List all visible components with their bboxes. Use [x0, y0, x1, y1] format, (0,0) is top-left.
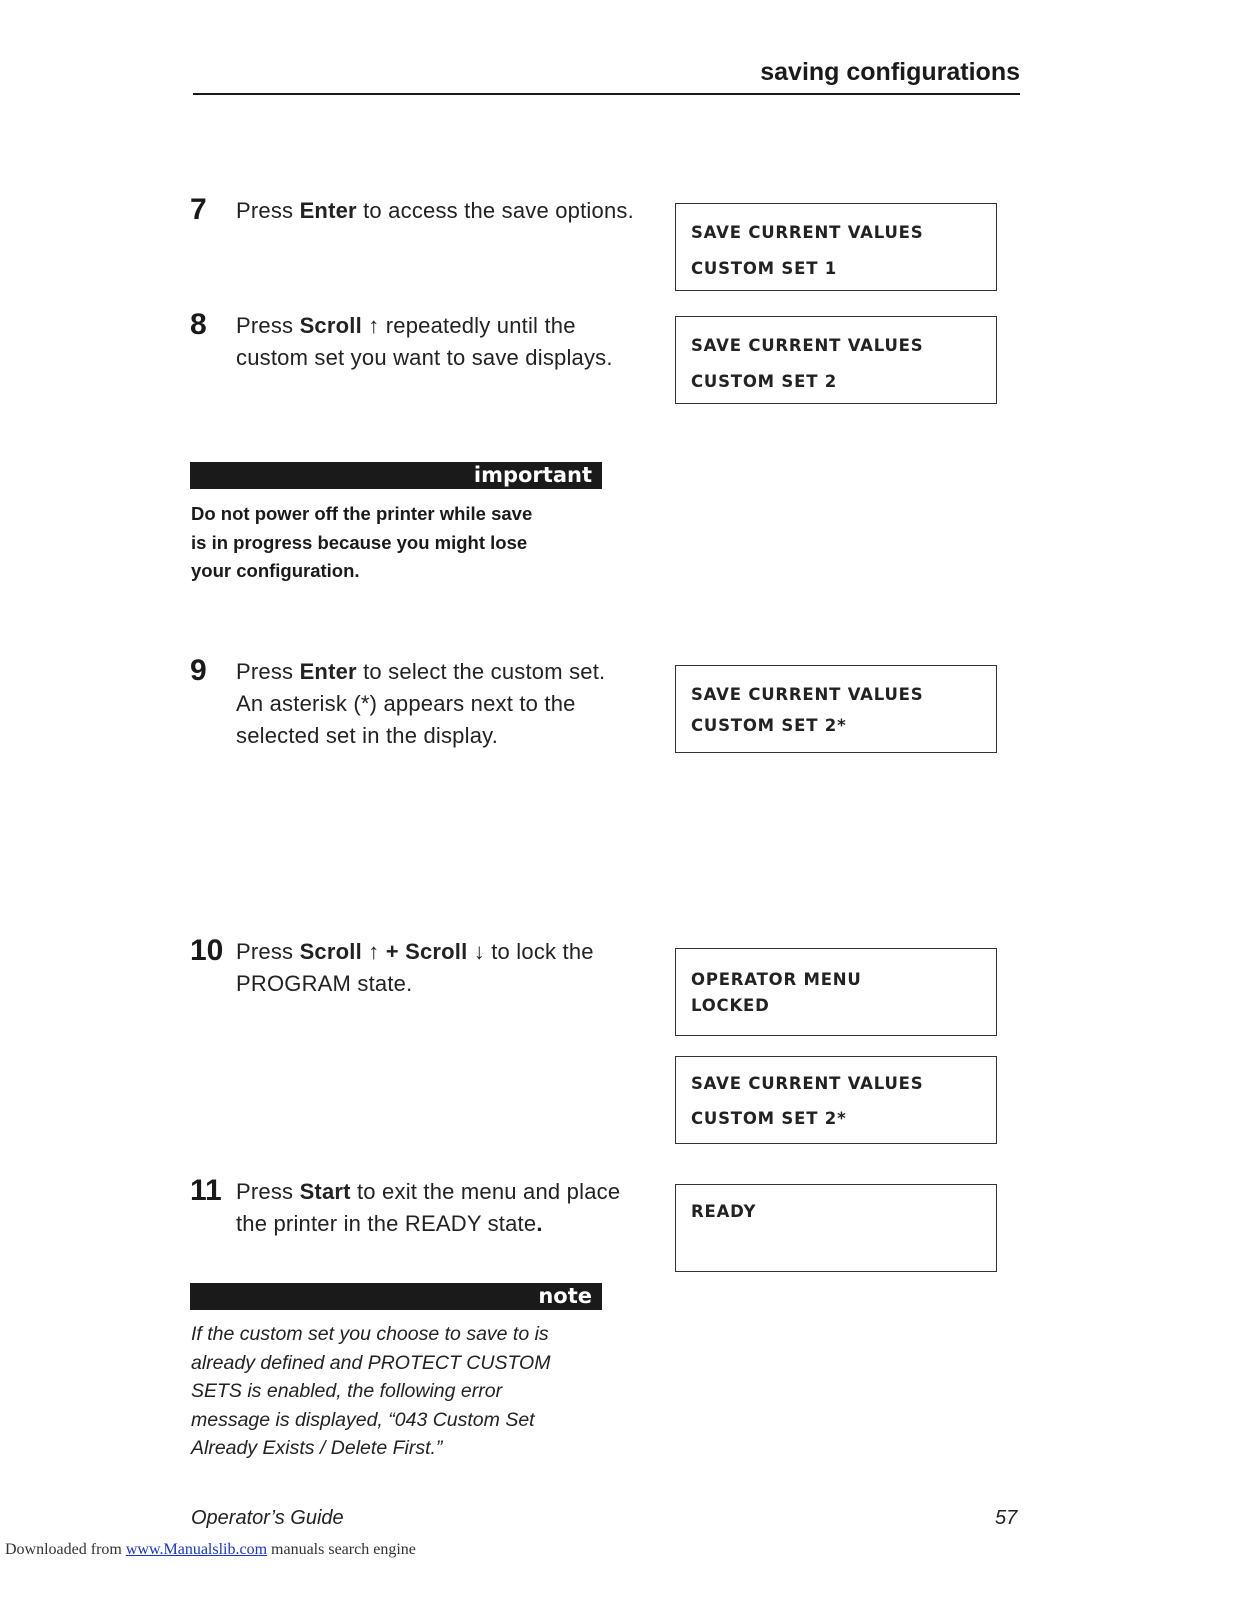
step-10-key: Scroll ↑ + Scroll ↓	[299, 939, 485, 964]
lcd-line-1: READY	[691, 1202, 757, 1221]
important-line: your configuration.	[191, 560, 360, 581]
step-11-post: to exit the menu and place	[350, 1179, 621, 1204]
step-number-10: 10	[190, 934, 224, 967]
step-8-text	[236, 310, 666, 374]
step-11-period: .	[536, 1211, 543, 1236]
lcd-line-2: CUSTOM SET 2*	[691, 1109, 847, 1128]
important-line: is in progress because you might lose	[191, 531, 528, 553]
note-text	[191, 1320, 611, 1463]
step-9-line2: An asterisk (*) appears next to the	[236, 691, 576, 716]
step-10-line2: PROGRAM state.	[236, 971, 413, 996]
lcd-display-4	[675, 948, 997, 1036]
note-line: message is displayed, “043 Custom Set	[191, 1408, 535, 1431]
lcd-line-1: OPERATOR MENU	[691, 970, 862, 989]
watermark-prefix: Downloaded from	[5, 1541, 126, 1558]
step-number-7: 7	[190, 193, 207, 226]
step-10-post: to lock the	[484, 939, 594, 964]
watermark-suffix: manuals search engine	[267, 1541, 416, 1558]
step-number-9: 9	[190, 654, 207, 687]
page-header-title: saving configurations	[760, 58, 1020, 86]
lcd-line-1: SAVE CURRENT VALUES	[691, 336, 924, 355]
step-8-pre: Press	[236, 313, 300, 338]
lcd-line-1: SAVE CURRENT VALUES	[691, 685, 924, 704]
lcd-line-2: CUSTOM SET 2	[691, 372, 838, 391]
step-7-pre: Press	[236, 198, 300, 223]
manualslib-link[interactable]: www.Manualslib.com	[125, 1541, 268, 1558]
important-text	[191, 500, 591, 586]
note-line: If the custom set you choose to save to is	[191, 1323, 549, 1345]
note-label-bar: note	[190, 1283, 602, 1310]
page-number: 57	[995, 1507, 1018, 1529]
lcd-line-2: LOCKED	[691, 996, 770, 1015]
step-9-line3: selected set in the display.	[236, 723, 499, 748]
lcd-line-1: SAVE CURRENT VALUES	[691, 1074, 924, 1093]
lcd-display-2	[675, 316, 997, 404]
step-8-line2: custom set you want to save displays.	[236, 345, 613, 370]
step-11-key: Start	[299, 1179, 351, 1204]
download-watermark	[5, 1541, 416, 1559]
footer-guide-title: Operator’s Guide	[191, 1507, 344, 1529]
step-11-pre: Press	[236, 1179, 300, 1204]
step-10-pre: Press	[236, 939, 300, 964]
lcd-line-2: CUSTOM SET 1	[691, 259, 838, 278]
important-label-bar: important	[190, 462, 602, 489]
step-10-text	[236, 936, 666, 1000]
step-8-key: Scroll ↑	[299, 313, 380, 338]
lcd-line-1: SAVE CURRENT VALUES	[691, 223, 924, 242]
step-9-text	[236, 656, 666, 752]
step-11-line2: the printer in the READY state	[236, 1211, 537, 1236]
step-9-key: Enter	[299, 659, 357, 684]
step-7-post: to access the save options.	[356, 198, 634, 223]
step-9-pre: Press	[236, 659, 300, 684]
step-7-text	[236, 195, 666, 227]
lcd-display-1	[675, 203, 997, 291]
step-9-post: to select the custom set.	[356, 659, 606, 684]
note-line: SETS is enabled, the following error	[191, 1380, 503, 1402]
important-line: Do not power off the printer while save	[191, 503, 533, 524]
lcd-line-2: CUSTOM SET 2*	[691, 716, 847, 735]
lcd-display-5	[675, 1056, 997, 1144]
note-line: Already Exists / Delete First.”	[191, 1437, 443, 1459]
step-11-text	[236, 1176, 666, 1240]
header-rule	[193, 93, 1020, 95]
step-7-key: Enter	[299, 198, 357, 223]
step-8-post: repeatedly until the	[379, 313, 576, 338]
lcd-display-6	[675, 1184, 997, 1272]
step-number-8: 8	[190, 308, 207, 341]
step-number-11: 11	[190, 1174, 222, 1207]
note-line: already defined and PROTECT CUSTOM	[191, 1351, 551, 1374]
lcd-display-3	[675, 665, 997, 753]
